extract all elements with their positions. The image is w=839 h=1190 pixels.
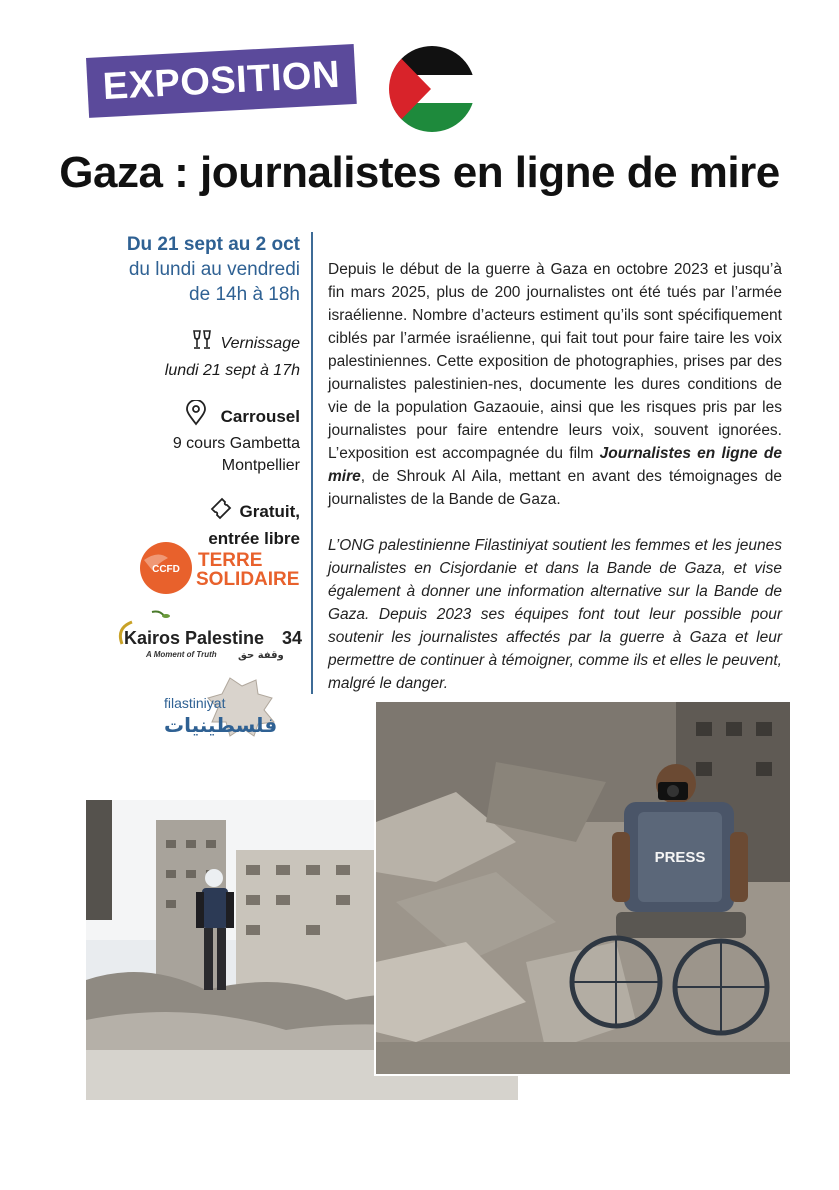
exposition-banner bbox=[86, 44, 357, 118]
kairos-tagline: A Moment of Truth bbox=[146, 650, 217, 659]
banner-text: EXPOSITION bbox=[101, 53, 341, 109]
vernissage-block bbox=[90, 327, 300, 382]
event-dates bbox=[90, 232, 300, 307]
palestine-flag-icon bbox=[389, 46, 475, 132]
date-hours: de 14h à 18h bbox=[189, 284, 300, 305]
event-info-panel bbox=[90, 232, 300, 550]
kairos-number: 34 bbox=[282, 628, 303, 648]
price-line1: Gratuit, bbox=[239, 501, 300, 521]
press-vest-text: PRESS bbox=[654, 849, 706, 866]
ticket-icon bbox=[208, 495, 234, 528]
kairos-name: Kairos Palestine bbox=[124, 628, 265, 648]
filastiniyat-logo bbox=[160, 672, 290, 742]
paragraph-2: L’ONG palestinienne Filastiniyat soutient les femmes et les jeunes journalistes en Cisjordanie et dans la Bande de Gaza, et vise également à donner une information alternative sur la Bande de Gaza. Depuis 2023 ses équipes font tout leur possible pour soutenir les journalistes affectés par la guerre à Gaza et leur permettre de continuer à témoigner, comme ils et elles le peuvent, malgré le danger. bbox=[328, 537, 782, 692]
p1-text-a: Depuis le début de la guerre à Gaza en octobre 2023 et jusqu’à fin mars 2025, plus de 200 journalistes ont été tués par l’armée israélienne. Nombre d’acteurs estiment qu’ils sont spécifiquement ciblés par l’armée israélienne, qui fait tout pour faire taire les voix palestiniennes. Cette exposition de photographies, prises par des journalistes palestinien-nes, documente les dures conditions de vie de la population Gazaouie, ainsi que les risques pris par les journalistes pour faire entendre leurs voix, souvent ignorées. L’exposition est accompagnée du film bbox=[328, 261, 782, 462]
vernissage-date: lundi 21 sept à 17h bbox=[164, 362, 300, 379]
place-address-street: 9 cours Gambetta bbox=[172, 435, 300, 452]
page-title: Gaza : journalistes en ligne de mire bbox=[59, 148, 780, 197]
paragraph-1 bbox=[328, 258, 782, 511]
place-address-city: Montpellier bbox=[221, 457, 300, 474]
date-days: du lundi au vendredi bbox=[128, 259, 300, 280]
filastiniyat-arabic: فلسطينيات bbox=[164, 713, 278, 737]
ccfd-line2: SOLIDAIRE bbox=[196, 569, 300, 590]
location-pin-icon bbox=[185, 400, 207, 433]
main-text bbox=[328, 258, 782, 718]
vernissage-label: Vernissage bbox=[220, 334, 300, 352]
ccfd-terre-solidaire-logo bbox=[138, 540, 308, 596]
ccfd-badge-text: CCFD bbox=[152, 564, 180, 575]
ccfd-line1: TERRE bbox=[198, 550, 263, 571]
location-block bbox=[90, 400, 300, 477]
filastiniyat-latin: filastiniyat bbox=[164, 695, 226, 711]
film-title: Journalistes en ligne de mire bbox=[328, 445, 783, 485]
p1-text-b: , de Shrouk Al Aila, mettant en avant des témoignages de journalistes de la Bande de Gaza. bbox=[328, 468, 782, 508]
date-range: Du 21 sept au 2 oct bbox=[126, 234, 300, 255]
price-line2: entrée libre bbox=[208, 529, 300, 548]
kairos-palestine-logo bbox=[112, 608, 308, 664]
photo-journalist-wheelchair bbox=[376, 702, 790, 1074]
divider-line bbox=[311, 232, 313, 694]
glasses-icon bbox=[189, 327, 215, 360]
kairos-arabic: وقفة حق bbox=[238, 650, 284, 661]
place-name: Carrousel bbox=[220, 406, 300, 426]
